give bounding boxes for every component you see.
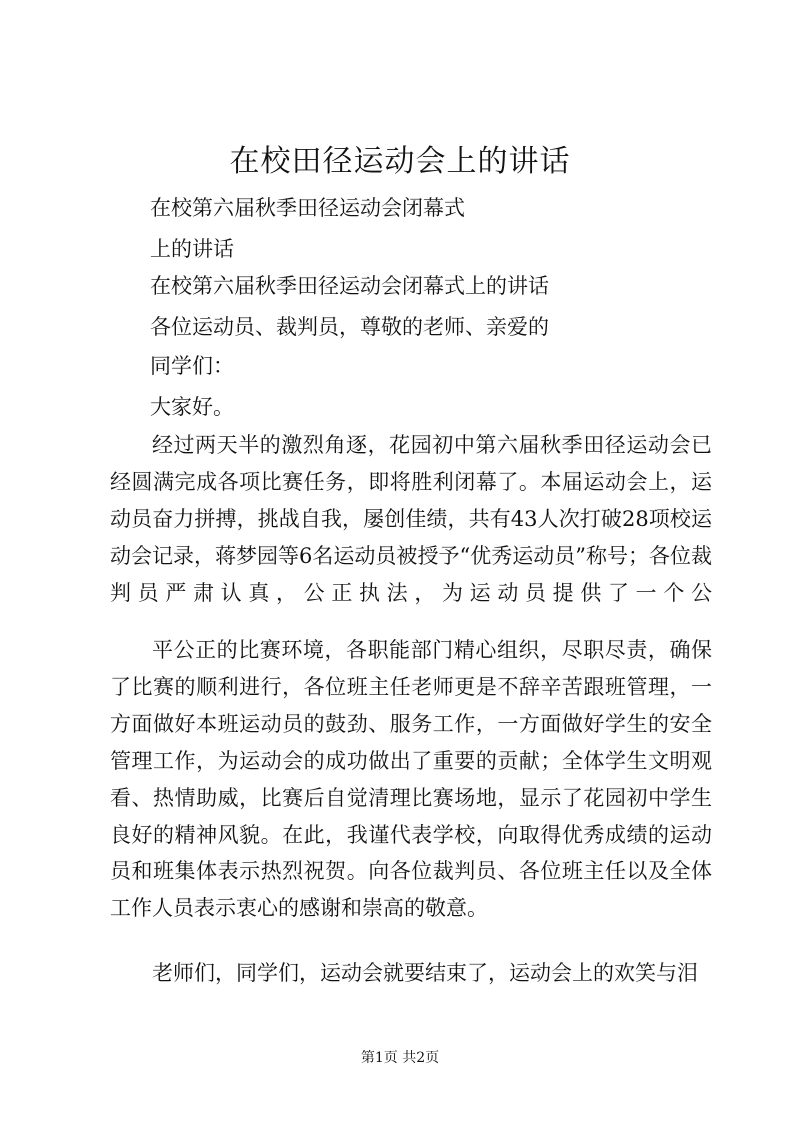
salutation-line: 同学们： bbox=[150, 354, 234, 378]
text-line: 在校第六届秋季田径运动会闭幕式 bbox=[150, 196, 465, 220]
text-line: 在校第六届秋季田径运动会闭幕式上的讲话 bbox=[150, 274, 549, 298]
page-footer: 第1页 共2页 bbox=[360, 1050, 440, 1066]
document-title: 在校田径运动会上的讲话 bbox=[229, 144, 571, 179]
body-paragraph bbox=[110, 632, 712, 927]
paragraph-text: 经过两天半的激烈角逐，花园初中第六届秋季田径运动会已经圆满完成各项比赛任务，即将胜利闭幕了。本届运动会上，运动员奋力拼搏，挑战自我，屡创佳绩，共有43人次打破28项校运动会记录，蒋梦园等6名运动员被授予“优秀运动员”称号；各位裁判员严肃认真，公正执法，为运动员提供了一个公 bbox=[110, 433, 712, 605]
paragraph-text: 平公正的比赛环境，各职能部门精心组织，尽职尽责，确保了比赛的顺利进行，各位班主任老师更是不辞辛苦跟班管理，一方面做好本班运动员的鼓劲、服务工作，一方面做好学生的安全管理工作，为运动会的成功做出了重要的贡献；全体学生文明观看、热情助威，比赛后自觉清理比赛场地，显示了花园初中学生良好的精神风貌。在此，我谨代表学校，向取得优秀成绩的运动员和班集体表示热烈祝贺。向各位裁判员、各位班主任以及全体工作人员表示衷心的感谢和崇高的敬意。 bbox=[110, 638, 712, 921]
paragraph-text: 老师们，同学们，运动会就要结束了，运动会上的欢笑与泪 bbox=[152, 961, 698, 985]
text-line: 上的讲话 bbox=[150, 237, 234, 261]
body-paragraph bbox=[110, 427, 712, 612]
text-line: 各位运动员、裁判员，尊敬的老师、亲爱的 bbox=[150, 315, 549, 339]
body-paragraph bbox=[110, 955, 712, 992]
greeting-line: 大家好。 bbox=[150, 395, 234, 419]
